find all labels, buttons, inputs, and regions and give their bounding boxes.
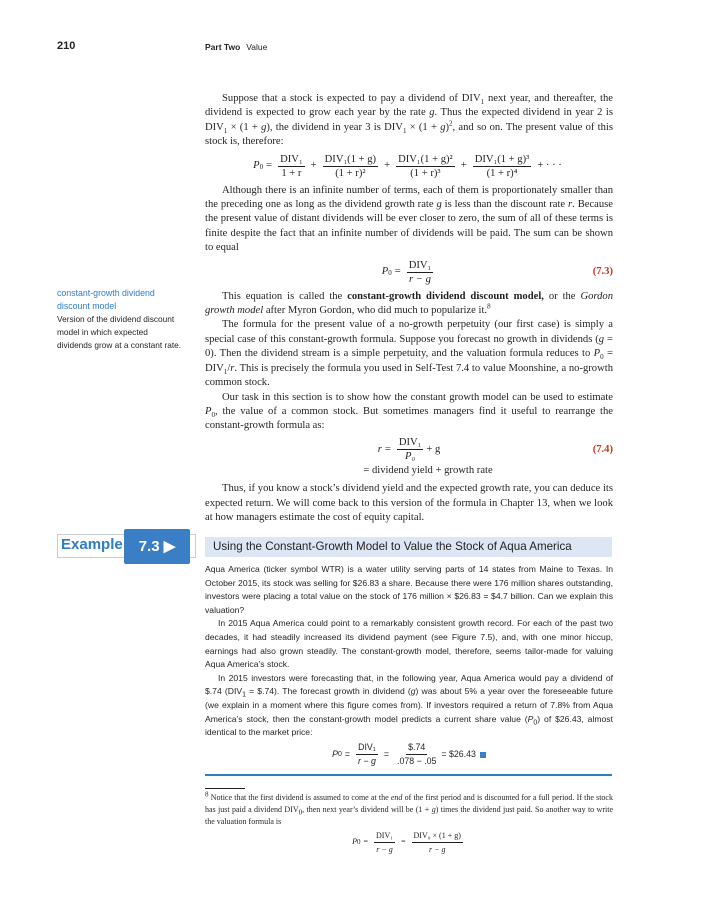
part-title: Value <box>246 42 268 52</box>
plus: + <box>384 160 391 172</box>
text-run: . Because the present value of distant dividends will be ever closer to zero, the sum of all of these terms is finite despite the fact that an infinite number of dividends will be paid. The sum can be shown to equal <box>205 199 614 254</box>
numerator: DIV₀ × (1 + g) <box>412 829 463 843</box>
plus: + <box>460 160 467 172</box>
text-run: ), the dividend in year 3 is DIV <box>266 121 403 133</box>
text-run: of the first period and is discounted for a full period. If the stock has just paid a dividend DIV <box>205 793 613 814</box>
fraction <box>473 153 532 180</box>
running-header <box>205 42 267 52</box>
glossary-definition: Version of the dividend discount model in which expected dividends grow at a constant rate. <box>57 314 182 350</box>
text-run: Thus, if you know a stock’s dividend yield and the expected growth rate, you can deduce its expected return. We will come back to this version of the formula in Chapter 13, when we look at how managers estimate the cost of equity capital. <box>205 483 613 523</box>
equals: = <box>266 160 273 172</box>
numerator: DIV₁(1 + g)³ <box>474 154 530 166</box>
example-equation: P 0 = $\frac{\text{DIV₁}}{r - g}$ = $\frac{\$.74}{.078 - .05}$ = $26.43 <box>205 740 613 770</box>
text-run: ) <box>445 121 450 133</box>
eq-lhs: r <box>377 443 382 455</box>
text-run: ) times the dividend just paid. So another way to write the valuation formula is <box>205 805 613 826</box>
part-label: Part Two <box>205 42 241 52</box>
equation-number: (7.4) <box>592 443 613 455</box>
fraction <box>374 829 395 856</box>
text-run: / <box>227 362 231 374</box>
denominator: (1 + r)² <box>335 168 366 180</box>
denominator: .078 − .05 <box>397 756 437 767</box>
denominator: r − g <box>358 756 376 767</box>
paragraph <box>205 290 613 319</box>
intro-section <box>205 92 613 525</box>
text-run: 1 <box>480 98 485 107</box>
text-run: 8 <box>205 790 209 799</box>
text-run: g <box>598 333 605 345</box>
eq-lhs: P <box>253 160 260 172</box>
example-body <box>205 563 613 770</box>
paragraph <box>205 672 613 740</box>
text-run: ) was about 5% a year over the foreseeable future (we explain in a moment where this figure comes from). If investors required a return of 7.8% from Aqua America’s stock, then the constant-growth model predicts a current share value ( <box>205 686 613 724</box>
text-run: Aqua America (ticker symbol WTR) is a water utility serving parts of 14 states from Maine to Texas. In October 2015, its stock was selling for $26.83 a share. Because there were 176 million shares outstanding, investors were placing a total value on the stock of 176 million × $26.83 = $4.7 billion. Can we explain this valuation? <box>205 564 613 615</box>
text-run: P <box>593 348 601 360</box>
text-run: , then next year’s dividend will be (1 + <box>302 805 432 814</box>
text-run: is less than the discount rate <box>441 199 569 211</box>
denominator: r − g <box>409 274 431 286</box>
fraction <box>407 259 434 286</box>
denominator: (1 + r)³ <box>410 168 441 180</box>
text-run: P <box>527 713 534 724</box>
equals: = <box>363 837 368 846</box>
eq-lhs: P <box>381 266 389 278</box>
equals: = <box>401 837 406 846</box>
fraction <box>412 829 463 856</box>
text-run: Although there is an infinite number of terms, each of them is proportionately smaller than the preceding one as long as the dividend growth rate <box>205 184 613 211</box>
text-run: ) of $26.43, almost identical to the market price: <box>205 713 613 738</box>
fraction <box>278 153 305 180</box>
paragraph <box>205 92 613 150</box>
numerator: DIV₁(1 + g)² <box>398 154 453 166</box>
text-run: 0 <box>600 353 604 362</box>
equals: = <box>383 748 390 759</box>
denominator: (1 + r)⁴ <box>486 168 518 180</box>
text-run: Our task in this section is to show how the constant growth model can be used to estimate <box>222 391 613 403</box>
text-run: In 2015 Aqua America could point to a remarkably consistent growth record. For each of the past two decades, it had steadily increased its dividend payment (see Figure 7.5), and, with one minor hiccup, earnings had also grown steadily. The constant-growth model, therefore, seems tailor-made for valuing Aqua America’s stock. <box>205 618 613 670</box>
plus: + <box>310 160 317 172</box>
paragraph <box>205 617 613 671</box>
fraction <box>395 741 438 768</box>
text-run: In 2015 investors were forecasting that, in the following year, Aqua America would pay a dividend of $.74 (DIV <box>205 672 613 697</box>
text-run: g <box>429 107 435 119</box>
paragraph <box>205 563 613 617</box>
paragraph <box>205 184 613 256</box>
equals: = <box>384 443 391 455</box>
example-end-rule <box>205 774 612 776</box>
equals: = <box>394 266 401 278</box>
text-run: after Myron Gordon, who did much to popularize it. <box>263 305 488 317</box>
text-run: . Thus the expected dividend in year 2 is DIV <box>205 107 613 133</box>
equation-line2: = dividend yield + growth rate <box>363 464 493 476</box>
denominator: r − g <box>376 844 393 854</box>
text-run: This equation is called the <box>222 290 348 302</box>
text-run: or the <box>543 290 581 302</box>
text-run: 0 <box>211 411 215 420</box>
denominator: r − g <box>428 844 446 854</box>
fraction <box>323 153 378 180</box>
text-run: 1 <box>223 126 228 135</box>
equation-7-4 <box>205 434 613 466</box>
footnote-text <box>205 792 613 828</box>
text-run: , and so on. The present value of this stock is, therefore: <box>205 121 613 148</box>
text-run: 0 <box>298 808 303 817</box>
example-title: Using the Constant-Growth Model to Value the Stock of Aqua America <box>213 540 572 553</box>
example-number: 7.3 ▶ <box>124 529 190 564</box>
example-label: Example <box>61 536 123 553</box>
text-run: The formula for the present value of a no-growth perpetuity (our first case) is simply a special case of this constant-growth formula. Suppose you forecast no growth in dividends ( <box>205 319 613 345</box>
numerator: DIV₁ <box>374 829 395 843</box>
end-of-example-icon <box>480 752 486 758</box>
text-run: g <box>410 686 416 697</box>
text-run: 2 <box>449 119 453 128</box>
footnote <box>205 792 613 856</box>
text-run: g <box>436 199 442 211</box>
text-run: r <box>230 362 235 374</box>
footnote-equation: P 0 = $\frac{\text{DIV₁}}{r - g}$ = $\frac{\text{DIV₀ × (1 + g)}}{r - g}$ <box>352 830 461 854</box>
text-run: Suppose that a stock is expected to pay a dividend of DIV <box>222 93 481 104</box>
denominator: 1 + r <box>281 168 302 180</box>
text-run: P <box>205 405 212 417</box>
text-run: 8 <box>487 302 491 311</box>
text-run: × (1 + <box>227 121 262 133</box>
denominator: P₀ <box>405 451 416 463</box>
numerator: $.74 <box>406 741 427 755</box>
text-run: , the value of a common stock. But sometimes managers find it useful to rearrange the constant-growth formula as: <box>205 405 613 432</box>
text-run: g <box>261 121 267 133</box>
glossary-term: constant-growth dividend discount model <box>57 288 155 311</box>
numerator: DIV₁ <box>398 437 422 449</box>
paragraph <box>205 482 613 525</box>
text-run: g <box>440 121 446 133</box>
numerator: DIV₁ <box>356 741 378 755</box>
text-run: × (1 + <box>406 121 441 133</box>
numerator: DIV₁ <box>408 260 432 272</box>
eq-lhs: P <box>352 837 357 846</box>
text-run: = DIV <box>205 348 613 374</box>
ellipsis: + · · · <box>537 160 562 172</box>
text-run: . This is precisely the formula you used in Self-Test 7.4 to value Moonshine, a no-growth common stock. <box>205 362 613 389</box>
footnote-rule <box>205 788 245 789</box>
text-run: Notice that the first dividend is assumed to come at the <box>208 793 391 802</box>
text-run: Gordon growth model <box>205 290 614 317</box>
equation-7-3: P 0 = $\frac{\text{DIV₁}}{r - g}$ (7.3) <box>381 260 613 286</box>
equation-number: (7.3) <box>592 265 613 277</box>
fraction <box>356 741 378 768</box>
numerator: DIV₁ <box>280 154 303 166</box>
paragraph <box>205 391 613 434</box>
fraction <box>397 436 424 463</box>
text-run: next year, and thereafter, the dividend is expected to grow each year by the rate <box>205 93 613 119</box>
text-run: = 0). Then the dividend stream is a simple perpetuity, and the valuation formula reduces to <box>205 333 613 360</box>
eq-lhs: P <box>332 748 338 759</box>
text-run: end <box>390 793 403 802</box>
eq-plus-g: + g <box>426 443 441 455</box>
text-run: 1 <box>402 126 407 135</box>
text-run: 1 <box>223 367 228 376</box>
equals: = <box>344 748 351 759</box>
text-run: = $.74). The forecast growth in dividend ( <box>245 686 411 697</box>
fraction <box>396 153 455 180</box>
equation-series: P 0 = $\frac{\text{DIV₁}}{1 + r}$ + $\frac{\text{DIV₁(1 + g)}}{\text{(1 + r)²}}$ + $\frac{\text{DIV₁(1 + g)²}}{\text{(1 + r)³}}$ + $\frac{\text{DIV₁(1 + g)³}}{\text{(1 + r)⁴}}$ + · · · <box>253 154 562 180</box>
text-run: r <box>568 199 573 211</box>
numerator: DIV₁(1 + g) <box>324 154 377 166</box>
paragraph <box>205 318 613 390</box>
text-run: g <box>431 805 436 814</box>
eq-result: = $26.43 <box>441 748 476 759</box>
margin-glossary <box>57 287 182 352</box>
text-run: 1 <box>242 692 246 700</box>
text-run: constant-growth dividend discount model, <box>347 290 544 302</box>
text-run: 0 <box>533 719 538 727</box>
page-number: 210 <box>57 40 76 52</box>
